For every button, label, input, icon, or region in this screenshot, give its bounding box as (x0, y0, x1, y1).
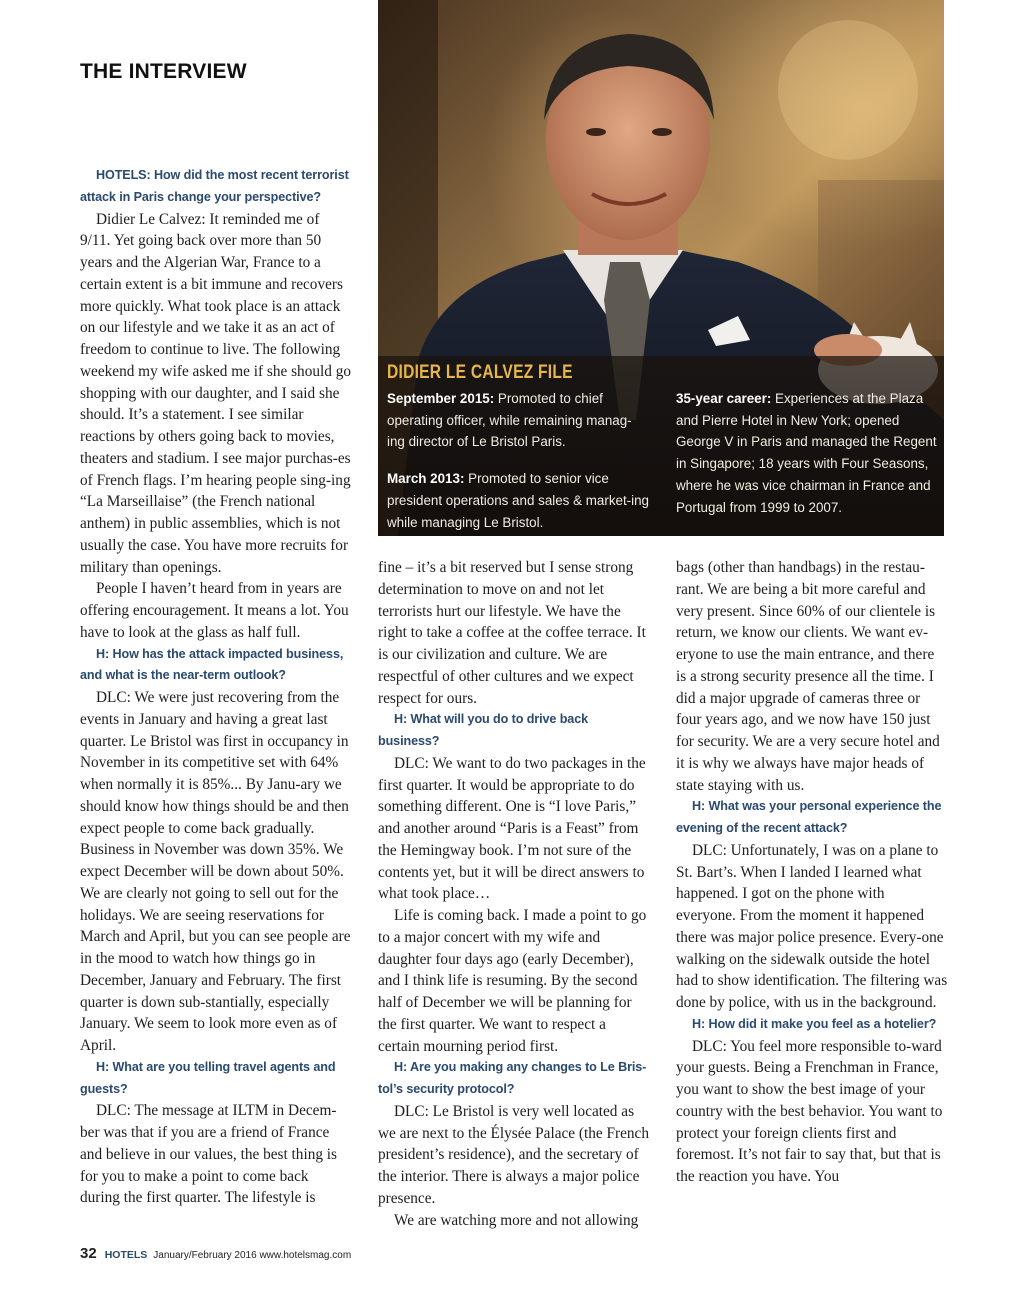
interview-answer: We are watching more and not allowing (394, 1211, 639, 1229)
file-entry-text: Promoted to chief operating officer, while remaining manag-ing director of Le Bristol Paris. (387, 391, 632, 450)
file-column-right (676, 388, 938, 533)
page-footer (80, 1245, 351, 1262)
interview-answer: DLC: We want to do two packages in the first quarter. It would be appropriate to do something different. One is “I love Paris,” and another around “Paris is a Feast” from the Hemingway book. I’m not sure of the contents yet, but it will be direct answers to what took place… (378, 754, 646, 903)
file-column-left (387, 388, 649, 536)
file-title: DIDIER LE CALVEZ FILE (387, 362, 573, 383)
article-column-1 (80, 165, 352, 1209)
interview-question: H: How has the attack impacted business, and what is the near-term outlook? (80, 646, 344, 683)
interview-question: H: What will you do to drive back business? (378, 712, 589, 748)
file-entry (387, 388, 649, 453)
interview-answer: DLC: We were just recovering from the events in January and having a great last quarter. Le Bristol was first in occupancy in November in its competitive set with 64% when normally it is 85%... By Janu-ary we should know how things should be and then expect people to come back gradually. Business in November was down 35%. We expect December will be down about 50%. We are clearly not going to sell out for the holidays. We are seeing reservations for March and April, but you can see people are in the mood to watch how things go in December, January and February. The first quarter is down sub-stantially, especially January. We seem to look more even as of April. (80, 689, 351, 1054)
interview-answer: DLC: The message at ILTM in Decem-ber was that if you are a friend of France and believe in our values, the best thing is for you to make a point to come back during the first quarter. The lifestyle is (80, 1102, 338, 1207)
interview-question: H: Are you making any changes to Le Bris-tol’s security protocol? (378, 1060, 647, 1096)
interview-question: H: What are you telling travel agents and guests? (80, 1059, 336, 1096)
section-title: THE INTERVIEW (80, 60, 247, 83)
interview-answer: Didier Le Calvez: It reminded me of 9/11. Yet going back over more than 50 years and the Algerian War, France to a certain extent is a bit immune and recovers more quickly. What took place is an attack on our lifestyle and we take it as an act of freedom to continue to live. The following weekend my wife asked me if she should go shopping with our daughter, and I said she should. It’s a statement. I see similar reactions by others going back to movies, theaters and stadium. I see major purchas-es of French flags. I’m hearing people sing-ing “La Marseillaise” (the French national anthem) in public assemblies, which is not usually the case. You have more recruits for military than openings. (80, 210, 352, 576)
interview-answer: Life is coming back. I made a point to go to a major concert with my wife and daughter four days ago (early December), and I think life is resuming. By the second half of December we will be planning for the first quarter. We want to respect a certain mourning period first. (378, 907, 647, 1055)
interview-answer: DLC: Unfortunately, I was on a plane to St. Bart’s. When I landed I learned what happened. I got on the phone with everyone. From the moment it happened there was major police presence. Every-one walking on the sidewalk outside the hotel had to show identification. The filtering was done by police, with us in the background. (676, 841, 948, 1011)
interview-question: H: What was your personal experience the evening of the recent attack? (676, 799, 942, 835)
portrait-photo (378, 0, 944, 536)
interview-answer-continued: fine – it’s a bit reserved but I sense strong determination to move on and not let terrorists hurt our lifestyle. We have the right to take a coffee at the coffee terrace. It is our civilization and culture. We are respectful of other cultures and we expect respect for ours. (378, 559, 646, 707)
interview-answer: DLC: Le Bristol is very well located as we are next to the Élysée Palace (the French president’s residence), and the secretary of the interior. There is always a major police presence. (378, 1102, 649, 1207)
page-number: 32 (80, 1245, 97, 1262)
interview-answer: DLC: You feel more responsible to-ward your guests. Being a Frenchman in France, you want to show the best image of your country with the best behavior. You want to protect your foreign clients first and foremost. It’s not fair to say that, but that is the reaction you have. You (676, 1037, 943, 1185)
career-file-box (378, 356, 944, 536)
file-entry-label: March 2013: (387, 471, 465, 487)
article-column-3 (676, 557, 948, 1188)
magazine-name: HOTELS (104, 1249, 148, 1261)
interview-question: H: How did it make you feel as a hotelier? (692, 1016, 937, 1031)
file-entry-text: Promoted to senior vice president operations and sales & market-ing while managing Le Bristol. (387, 471, 650, 530)
file-entry-label: September 2015: (387, 391, 495, 406)
interview-answer-continued: bags (other than handbags) in the restau-rant. We are being a bit more careful and very present. Since 60% of our clientele is return, we know our clients. We want ev-eryone to use the main entrance, and there is a strong security presence all the time. I did a major upgrade of cameras three or four years ago, and we now have 150 just for security. We are a very secure hotel and it is why we always have major heads of state staying with us. (676, 559, 940, 794)
file-entry-text: Experiences at the Plaza and Pierre Hotel in New York; opened George V in Paris and managed the Regent in Singapore; 18 years with Four Seasons, where he was vice chairman in France and Portugal from 1999 to 2007. (676, 391, 937, 515)
issue-info: January/February 2016 www.hotelsmag.com (153, 1250, 352, 1261)
file-entry (676, 388, 938, 518)
article-column-2 (378, 557, 650, 1231)
file-entry-label: 35-year career: (676, 391, 772, 406)
interview-answer: People I haven’t heard from in years are offering encouragement. It means a lot. You have to look at the glass as half full. (80, 580, 349, 641)
file-entry (387, 468, 649, 533)
interview-question: HOTELS: How did the most recent terrorist attack in Paris change your perspective? (80, 168, 349, 204)
